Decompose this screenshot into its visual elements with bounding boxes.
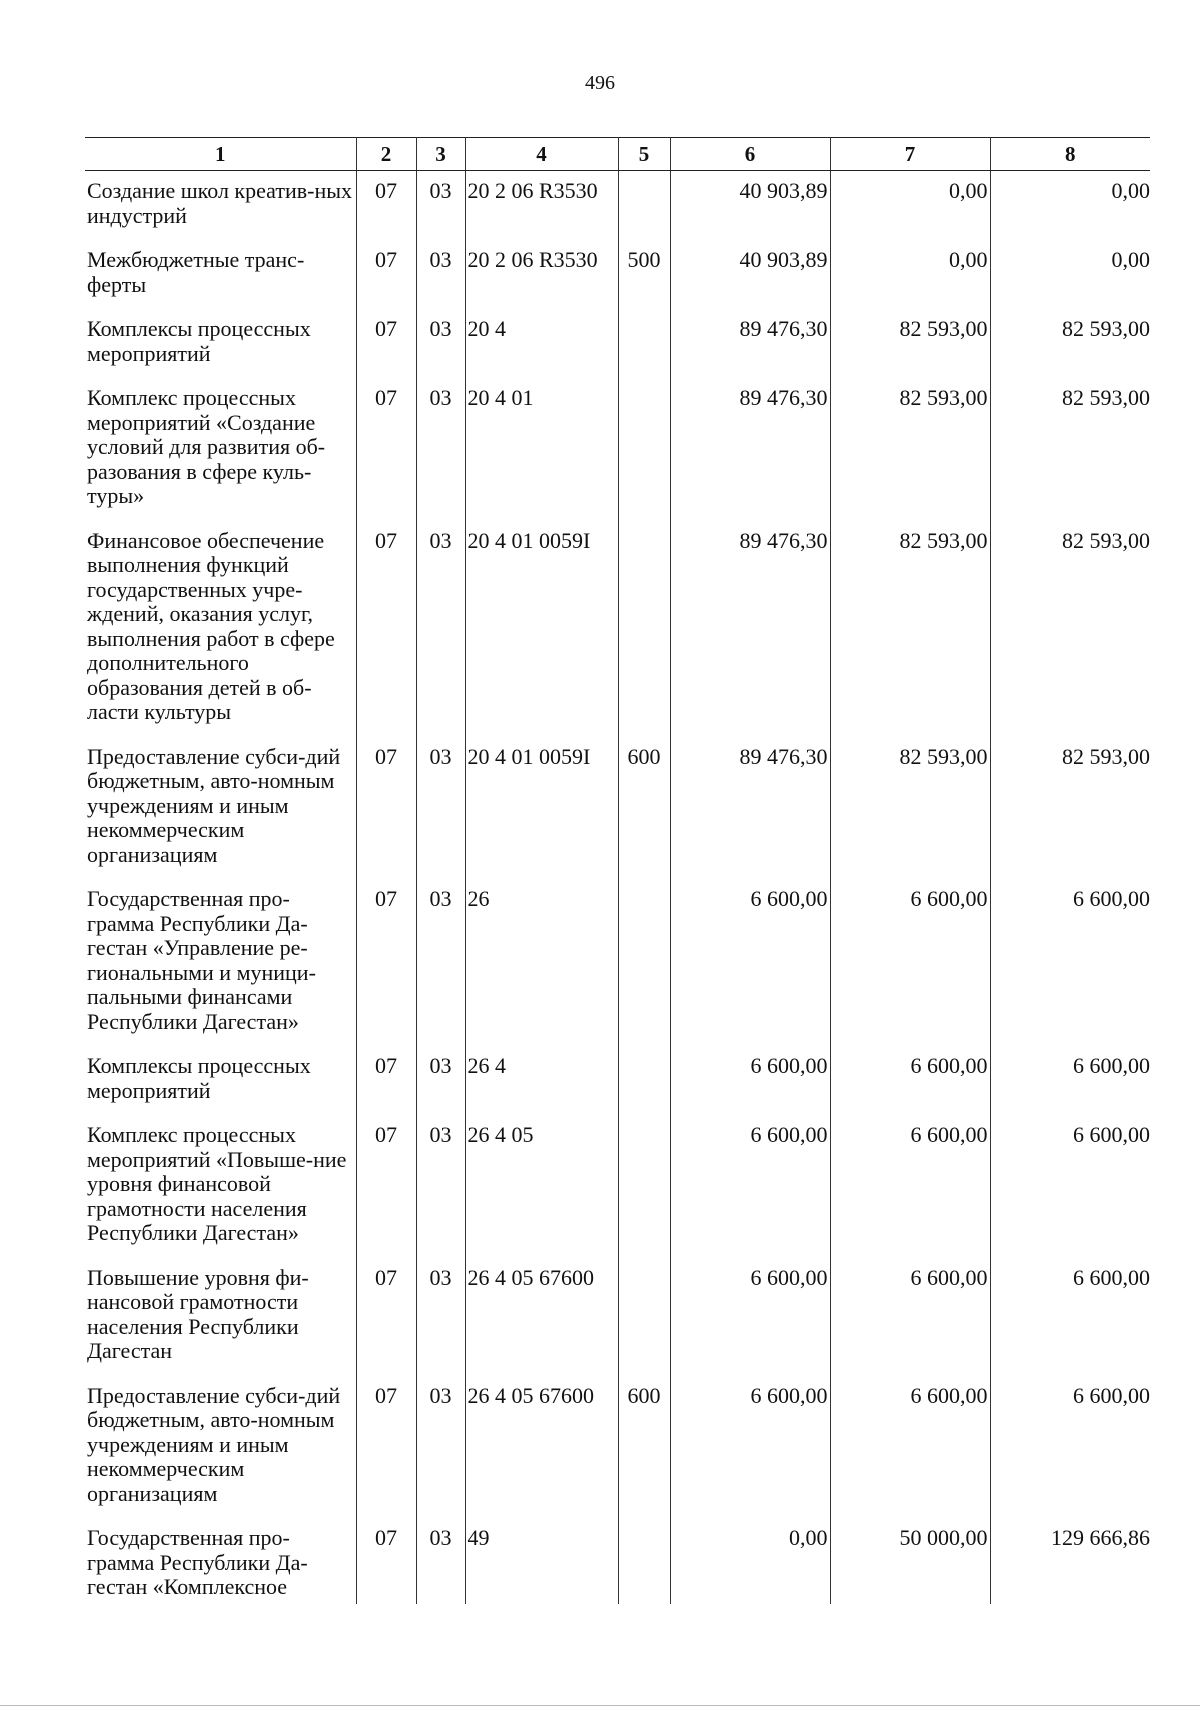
cell-amount-col6: 6 600,00 [670, 1376, 830, 1519]
cell-amount-col8: 129 666,86 [990, 1518, 1150, 1604]
table-row [85, 1046, 1150, 1115]
cell-expense-type [618, 171, 670, 241]
column-header-1: 1 [85, 138, 356, 171]
cell-subsection: 03 [416, 378, 465, 521]
row-description: Создание школ креатив-ных индустрий [85, 171, 356, 241]
cell-amount-col7: 6 600,00 [830, 879, 990, 1046]
table-row [85, 1376, 1150, 1519]
cell-amount-col8: 6 600,00 [990, 1046, 1150, 1115]
cell-target-article: 20 2 06 R3530 [465, 171, 618, 241]
table-row [85, 1115, 1150, 1258]
cell-expense-type [618, 1258, 670, 1376]
cell-subsection: 03 [416, 1258, 465, 1376]
cell-amount-col8: 82 593,00 [990, 309, 1150, 378]
column-header-3: 3 [416, 138, 465, 171]
cell-target-article: 26 4 05 [465, 1115, 618, 1258]
cell-target-article: 20 2 06 R3530 [465, 240, 618, 309]
cell-target-article: 26 4 [465, 1046, 618, 1115]
cell-amount-col7: 50 000,00 [830, 1518, 990, 1604]
cell-target-article: 49 [465, 1518, 618, 1604]
cell-subsection: 03 [416, 521, 465, 737]
cell-amount-col7: 0,00 [830, 240, 990, 309]
cell-target-article: 26 4 05 67600 [465, 1258, 618, 1376]
cell-amount-col7: 82 593,00 [830, 737, 990, 880]
cell-amount-col6: 6 600,00 [670, 879, 830, 1046]
cell-expense-type [618, 879, 670, 1046]
cell-expense-type [618, 309, 670, 378]
header-row [85, 138, 1150, 171]
cell-amount-col6: 6 600,00 [670, 1046, 830, 1115]
row-description: Повышение уровня фи-нансовой грамотности населения Республики Дагестан [85, 1258, 356, 1376]
cell-section: 07 [356, 1376, 416, 1519]
cell-amount-col8: 82 593,00 [990, 378, 1150, 521]
column-header-4: 4 [465, 138, 618, 171]
cell-expense-type [618, 1518, 670, 1604]
cell-amount-col6: 89 476,30 [670, 521, 830, 737]
cell-amount-col8: 6 600,00 [990, 1115, 1150, 1258]
table-row [85, 240, 1150, 309]
cell-amount-col6: 89 476,30 [670, 737, 830, 880]
cell-section: 07 [356, 521, 416, 737]
table-row [85, 1258, 1150, 1376]
cell-subsection: 03 [416, 1376, 465, 1519]
cell-section: 07 [356, 1518, 416, 1604]
row-description: Комплекс процессных мероприятий «Повыше-ние уровня финансовой грамотности населения Республики Дагестан» [85, 1115, 356, 1258]
row-description: Комплексы процессных мероприятий [85, 1046, 356, 1115]
cell-amount-col7: 6 600,00 [830, 1046, 990, 1115]
cell-amount-col7: 82 593,00 [830, 309, 990, 378]
cell-expense-type [618, 1046, 670, 1115]
cell-amount-col6: 6 600,00 [670, 1115, 830, 1258]
row-description: Государственная про-грамма Республики Да-гестан «Управление ре-гиональными и муници-пальными финансами Республики Дагестан» [85, 879, 356, 1046]
cell-amount-col6: 89 476,30 [670, 309, 830, 378]
cell-subsection: 03 [416, 1046, 465, 1115]
cell-section: 07 [356, 737, 416, 880]
cell-expense-type: 600 [618, 737, 670, 880]
cell-target-article: 20 4 01 0059I [465, 521, 618, 737]
table-row [85, 171, 1150, 241]
row-description: Комплекс процессных мероприятий «Создание условий для развития об-разования в сфере куль-туры» [85, 378, 356, 521]
cell-amount-col6: 89 476,30 [670, 378, 830, 521]
cell-amount-col8: 6 600,00 [990, 1258, 1150, 1376]
cell-target-article: 20 4 01 0059I [465, 737, 618, 880]
cell-section: 07 [356, 1115, 416, 1258]
cell-amount-col6: 0,00 [670, 1518, 830, 1604]
row-description: Финансовое обеспечение выполнения функций государственных учре-ждений, оказания услуг, выполнения работ в сфере дополнительного образования детей в об-ласти культуры [85, 521, 356, 737]
cell-target-article: 20 4 [465, 309, 618, 378]
column-header-8: 8 [990, 138, 1150, 171]
cell-subsection: 03 [416, 240, 465, 309]
page-bottom-rule [0, 1705, 1200, 1706]
cell-subsection: 03 [416, 171, 465, 241]
column-header-5: 5 [618, 138, 670, 171]
cell-section: 07 [356, 378, 416, 521]
cell-subsection: 03 [416, 1115, 465, 1258]
cell-expense-type: 500 [618, 240, 670, 309]
cell-expense-type [618, 521, 670, 737]
cell-section: 07 [356, 1046, 416, 1115]
cell-expense-type [618, 1115, 670, 1258]
table-body [85, 171, 1150, 1604]
table-row [85, 309, 1150, 378]
row-description: Межбюджетные транс-ферты [85, 240, 356, 309]
column-header-2: 2 [356, 138, 416, 171]
table-row [85, 879, 1150, 1046]
cell-amount-col6: 6 600,00 [670, 1258, 830, 1376]
cell-amount-col8: 82 593,00 [990, 521, 1150, 737]
cell-target-article: 20 4 01 [465, 378, 618, 521]
cell-amount-col8: 0,00 [990, 240, 1150, 309]
budget-table [85, 137, 1150, 1604]
cell-subsection: 03 [416, 879, 465, 1046]
cell-subsection: 03 [416, 1518, 465, 1604]
cell-section: 07 [356, 171, 416, 241]
cell-section: 07 [356, 309, 416, 378]
row-description: Предоставление субси-дий бюджетным, авто-номным учреждениям и иным некоммерческим организациям [85, 1376, 356, 1519]
cell-subsection: 03 [416, 737, 465, 880]
cell-amount-col7: 6 600,00 [830, 1115, 990, 1258]
cell-amount-col7: 82 593,00 [830, 378, 990, 521]
row-description: Государственная про-грамма Республики Да-гестан «Комплексное [85, 1518, 356, 1604]
cell-section: 07 [356, 879, 416, 1046]
cell-section: 07 [356, 240, 416, 309]
cell-amount-col8: 0,00 [990, 171, 1150, 241]
cell-subsection: 03 [416, 309, 465, 378]
cell-amount-col6: 40 903,89 [670, 171, 830, 241]
cell-amount-col8: 82 593,00 [990, 737, 1150, 880]
cell-expense-type [618, 378, 670, 521]
table-row [85, 521, 1150, 737]
row-description: Комплексы процессных мероприятий [85, 309, 356, 378]
cell-amount-col8: 6 600,00 [990, 1376, 1150, 1519]
column-header-6: 6 [670, 138, 830, 171]
column-header-7: 7 [830, 138, 990, 171]
cell-amount-col6: 40 903,89 [670, 240, 830, 309]
cell-amount-col7: 82 593,00 [830, 521, 990, 737]
cell-section: 07 [356, 1258, 416, 1376]
cell-target-article: 26 4 05 67600 [465, 1376, 618, 1519]
cell-expense-type: 600 [618, 1376, 670, 1519]
cell-target-article: 26 [465, 879, 618, 1046]
page-number: 496 [585, 72, 615, 94]
table-row [85, 378, 1150, 521]
row-description: Предоставление субси-дий бюджетным, авто-номным учреждениям и иным некоммерческим организациям [85, 737, 356, 880]
table-row [85, 737, 1150, 880]
cell-amount-col7: 0,00 [830, 171, 990, 241]
table-row [85, 1518, 1150, 1604]
cell-amount-col7: 6 600,00 [830, 1376, 990, 1519]
cell-amount-col7: 6 600,00 [830, 1258, 990, 1376]
cell-amount-col8: 6 600,00 [990, 879, 1150, 1046]
